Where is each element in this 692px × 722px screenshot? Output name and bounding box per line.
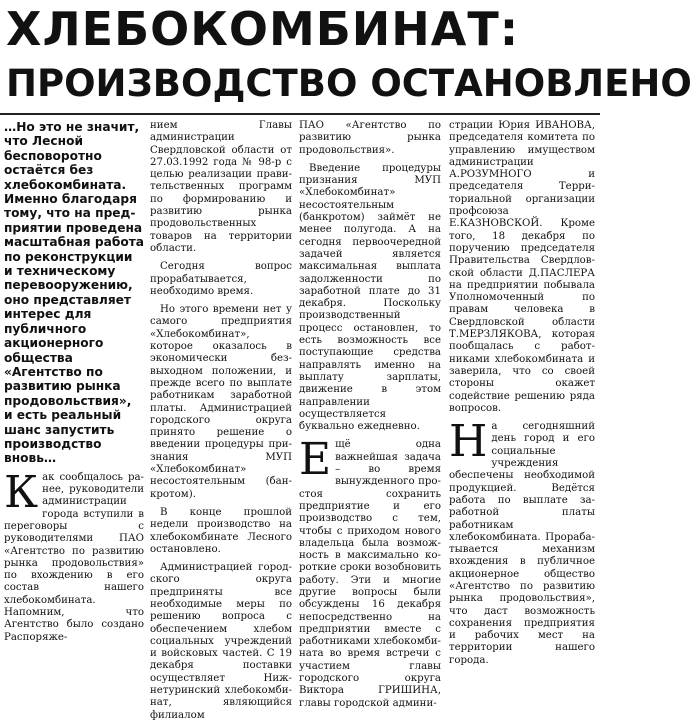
paragraph: нием Главы администрации Свердловской области от 27.03.1992 года № 98-р с целью реализации правительственных программ по формированию и развитию рынка продовольственных товаров на территории области. (150, 120, 292, 254)
paragraph-text: ак сообщалось ранее, руководители администрации города вступили в переговоры с руководителями ПАО «Агентство по развитию рынка продовольствия» по вхождению в его состав нашего хлебокомбината. Напомним, что Агентство было создано Распоряже- (4, 471, 144, 643)
column-2 (150, 120, 292, 721)
drop-cap: Н (449, 416, 488, 468)
paragraph: Администрацией городского округа предприняты все необходимые меры по решению вопроса с обеспечением хлебом социальных учреждений и войсковых частей. С 19 декабря поставки осуществляет Нижнетуринский хлебокомбинат, являющийся филиалом (150, 562, 292, 721)
paragraph (449, 416, 595, 667)
divider (0, 113, 600, 115)
subheadline: ПРОИЗВОДСТВО ОСТАНОВЛЕНО (6, 62, 692, 105)
drop-cap: Е (299, 434, 332, 486)
drop-cap: К (4, 466, 39, 518)
paragraph: ПАО «Агентство по развитию рынка продовольствия». (299, 120, 441, 156)
paragraph: страции Юрия ИВАНОВА, председателя комитета по управлению имуществом администрации А.РОЗУМНОГО и председателя Территориальной организации профсоюза Е.КАЗНОВСКОЙ. Кроме того, 18 декабря по поручению председателя Правительства Свердловской области Д.ПАСЛЕРА на предприятии побывала Уполномоченный по правам человека в Свердловской области Т.МЕРЗЛЯКОВА, которая пообщалась с работниками хлебокомбината и заверила, что со своей стороны окажет содействие решению ряда вопросов. (449, 120, 595, 414)
paragraph: Сегодня вопрос прорабатывается, необходимо время. (150, 261, 292, 297)
paragraph-text: а сегодняшний день город и его социальные учреждения обеспечены необходимой продукцией. Ведётся работа по выплате заработной платы работникам хлебокомбината. Прорабатывается механизм вхождения в публичное акционерное общество «Агентство по развитию рынка продовольствия», что даст возможность сохранения предприятия и рабочих мест на территории нашего города. (449, 421, 595, 666)
paragraph-text: щё одна важнейшая задача – во время вынужденного простоя сохранить предприятие и его производство с тем, чтобы с приходом нового владельца была возможность в максимально короткие сроки возобновить работу. Эти и многие другие вопросы были обсуждены 16 декабря непосредственно на предприятии вместе с работниками хлебокомбината во время встречи с участием главы городского округа Виктора ГРИШИНА, главы городской админи- (299, 439, 441, 709)
paragraph: Но этого времени нет у самого предприятия «Хлебокомбинат», которое оказалось в экономически безвыходном положении, и прежде всего по выплате работникам заработной платы. Администрацией городского округа принято решение о введении процедуры признания МУП «Хлебокомбинат» несостоятельным (банкротом). (150, 304, 292, 500)
column-1 (4, 120, 144, 643)
paragraph: Введение процедуры признания МУП «Хлебокомбинат» несостоятельным (банкротом) займёт не менее полугода. А на сегодня первоочередной задачей является максимальная выплата задолженности по заработной плате до 31 декабря. Поскольку производственный процесс остановлен, то есть возможность все поступающие средства направлять именно на выплату зарплаты, движение в этом направлении осуществляется буквально ежедневно. (299, 162, 441, 433)
paragraph: В конце прошлой недели производство на хлебокомбинате Лесного остановлено. (150, 506, 292, 555)
headline: ХЛЕБОКОМБИНАТ: (6, 2, 520, 56)
paragraph (299, 434, 441, 710)
lead-paragraph: …Но это не значит, что Лесной бесповоротно остаётся без хлебокомбината. Именно благодаря тому, что на предприятии проведена масштабная работа по реконструкции и техническому перевооружению, оно представляет интерес для публичного акционерного общества «Агентство по развитию рынка продовольствия», и есть реальный шанс запустить производство вновь… (4, 120, 144, 466)
column-3 (299, 120, 441, 709)
paragraph (4, 466, 144, 644)
column-4 (449, 120, 595, 666)
